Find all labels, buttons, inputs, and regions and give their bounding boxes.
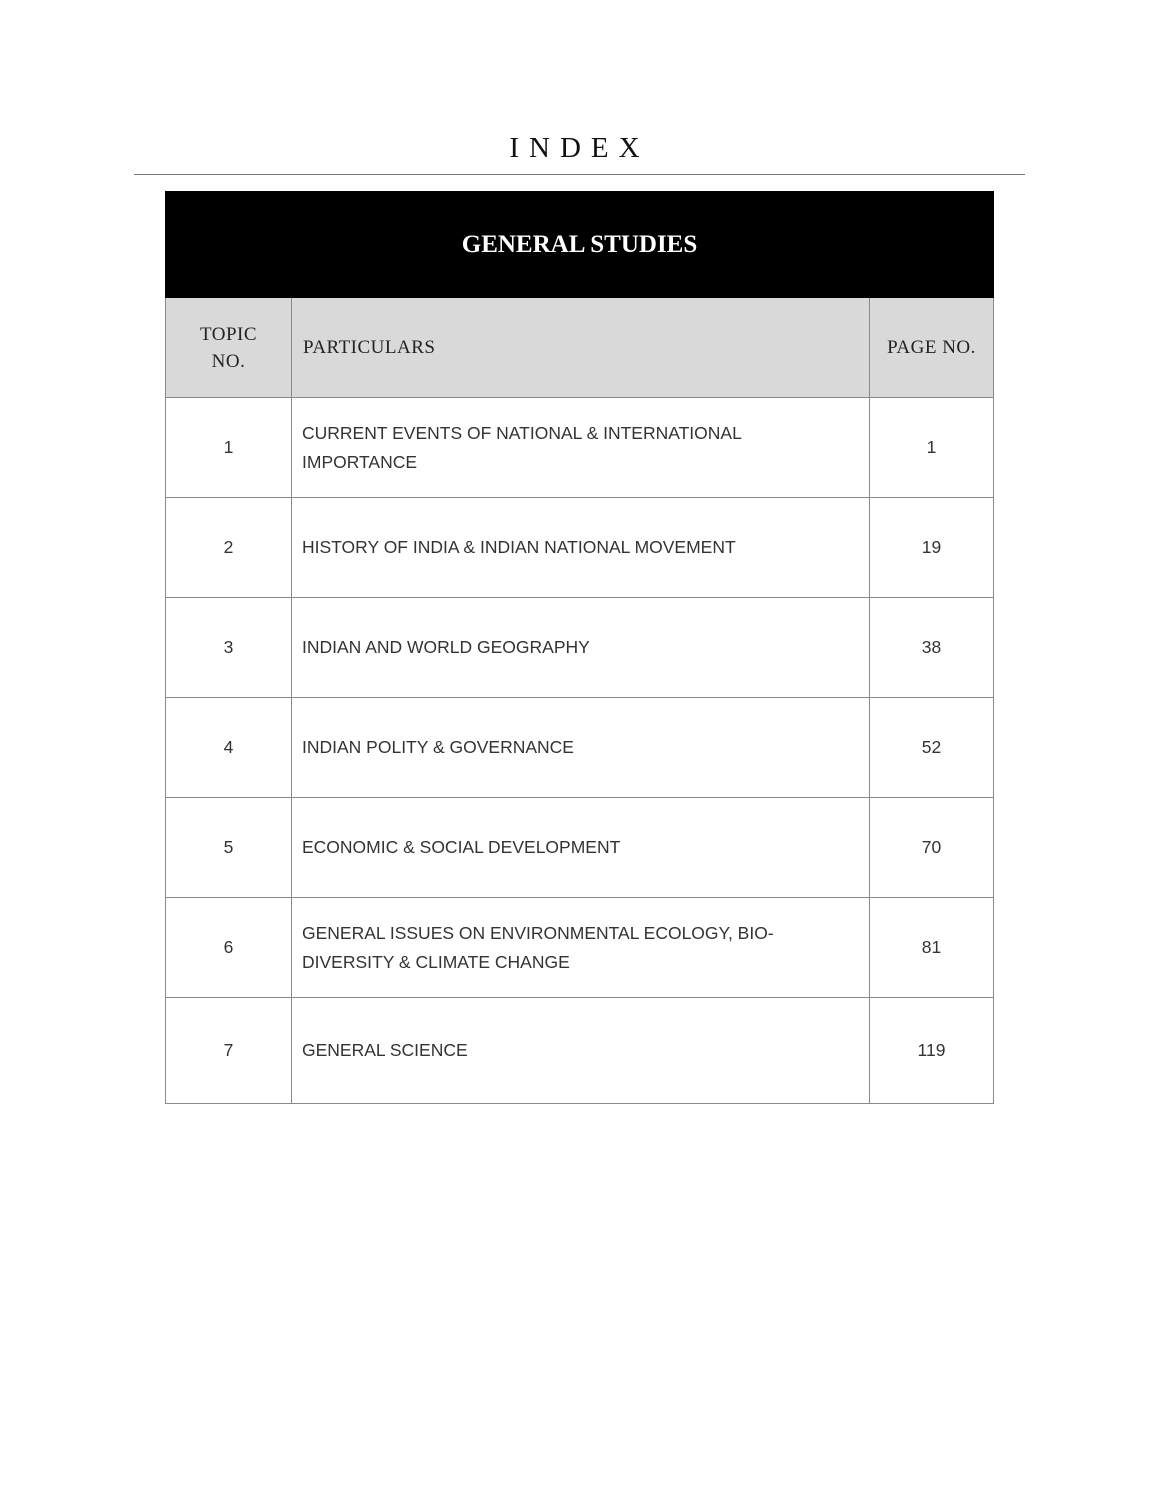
- header-topic-no-line2: NO.: [211, 350, 246, 372]
- table-row: [166, 398, 994, 498]
- page-title: INDEX: [509, 132, 650, 164]
- topic-particulars: GENERAL ISSUES ON ENVIRONMENTAL ECOLOGY, BIO-DIVERSITY & CLIMATE CHANGE: [292, 898, 870, 998]
- page-number: 38: [870, 598, 994, 698]
- page-number: 70: [870, 798, 994, 898]
- topic-number: 1: [166, 398, 292, 498]
- header-particulars: PARTICULARS: [292, 298, 870, 398]
- page-number: 52: [870, 698, 994, 798]
- table-row: [166, 798, 994, 898]
- topic-particulars: INDIAN POLITY & GOVERNANCE: [292, 698, 870, 798]
- page-number: 81: [870, 898, 994, 998]
- section-banner: GENERAL STUDIES: [166, 192, 994, 298]
- topic-number: 5: [166, 798, 292, 898]
- page-number: 119: [870, 998, 994, 1104]
- topic-particulars: GENERAL SCIENCE: [292, 998, 870, 1104]
- page-number: 19: [870, 498, 994, 598]
- topic-number: 2: [166, 498, 292, 598]
- header-page-no: PAGE NO.: [870, 298, 994, 398]
- topic-number: 3: [166, 598, 292, 698]
- page-number: 1: [870, 398, 994, 498]
- topic-number: 7: [166, 998, 292, 1104]
- title-divider: [134, 174, 1025, 175]
- topic-particulars: CURRENT EVENTS OF NATIONAL & INTERNATIONAL IMPORTANCE: [292, 398, 870, 498]
- header-topic-no: [166, 298, 292, 398]
- table-row: [166, 998, 994, 1104]
- index-table: [165, 191, 994, 1104]
- topic-particulars: HISTORY OF INDIA & INDIAN NATIONAL MOVEMENT: [292, 498, 870, 598]
- table-row: [166, 698, 994, 798]
- table-row: [166, 498, 994, 598]
- table-row: [166, 898, 994, 998]
- header-topic-no-line1: TOPIC: [199, 323, 258, 345]
- topic-particulars: ECONOMIC & SOCIAL DEVELOPMENT: [292, 798, 870, 898]
- topic-number: 4: [166, 698, 292, 798]
- table-row: [166, 598, 994, 698]
- topic-particulars: INDIAN AND WORLD GEOGRAPHY: [292, 598, 870, 698]
- topic-number: 6: [166, 898, 292, 998]
